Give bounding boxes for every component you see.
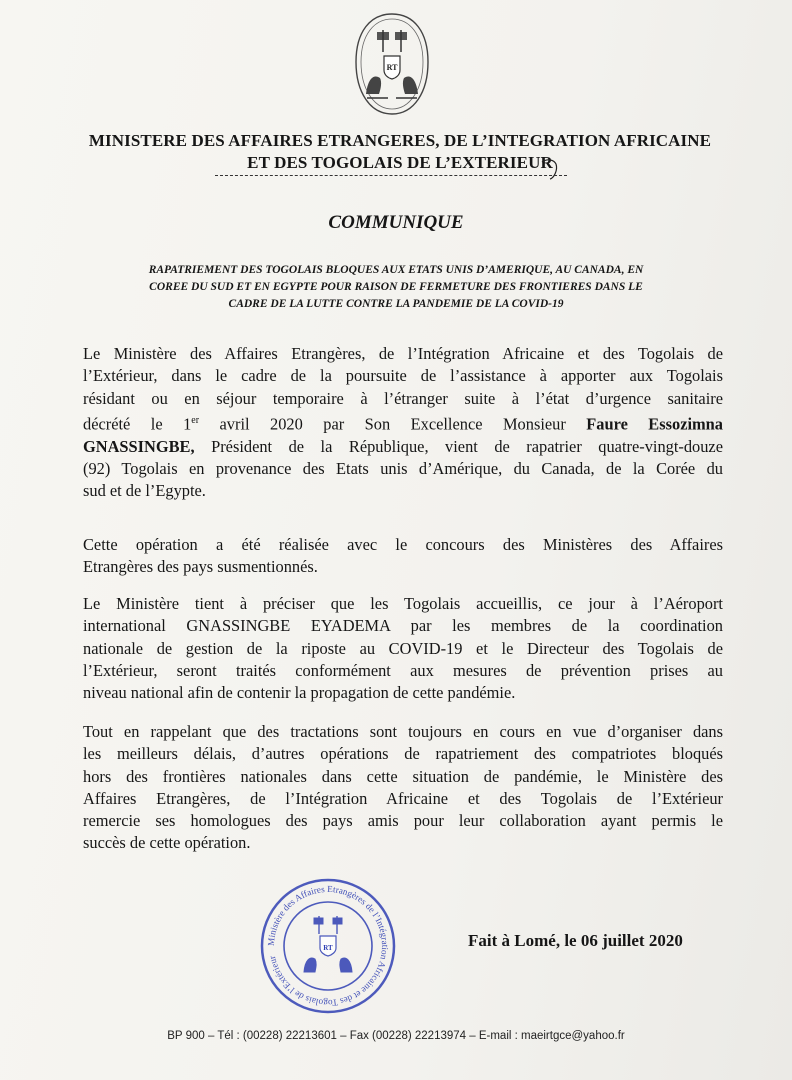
paragraph-line: nationale de gestion de la riposte au COVID-19 et le Directeur des Togolais de [83,638,723,658]
paragraph-line: les meilleurs délais, d’autres opérations de rapatriement des compatriotes bloqués [83,744,723,764]
subject-heading [90,262,702,313]
paragraph-line: l’Extérieur, dans le cadre de la poursuite de l’assistance à apporter aux Togolais [83,366,723,386]
paragraph-line: succès de cette opération. [83,833,251,853]
paragraph-line: international GNASSINGBE EYADEMA par les membres de la coordination [83,616,723,636]
superscript: er [191,414,200,426]
paragraph-line: l’Extérieur, seront traités conformément aux mesures de prévention prises au [83,660,723,680]
subject-line-2: COREE DU SUD ET EN EGYPTE POUR RAISON DE FERMETURE DES FRONTIERES DANS LE [149,281,643,293]
coat-of-arms-emblem [352,12,432,117]
president-surname: GNASSINGBE, [83,436,195,456]
text-run: Président de la République, vient de rapatrier quatre-vingt-douze [194,436,723,456]
paragraph-line: Cette opération a été réalisée avec le concours des Ministères des Affaires [83,535,723,554]
place-and-date: Fait à Lomé, le 06 juillet 2020 [468,931,683,950]
president-name: Faure Essozimna [586,414,723,434]
paragraph-line [83,410,723,436]
text-run: décrété le 1 [83,414,192,434]
paragraph-line: Le Ministère des Affaires Etrangères, de l’Intégration Africaine et des Togolais de [83,344,723,363]
text-run: avril 2020 par Son Excellence Monsieur [199,414,587,434]
ministry-header [60,130,740,174]
stamp-monogram: RT [323,944,333,952]
pen-flourish [540,152,570,182]
paragraph-4 [83,721,723,855]
stamp-ring-textpath: Ministère des Affaires Etrangères de l’Intégration Africaine et des Togolais de l’Extérieur [265,883,391,1009]
ministry-line-1: MINISTERE DES AFFAIRES ETRANGERES, DE L’INTEGRATION AFRICAINE [88,131,712,150]
emblem-monogram: RT [386,63,398,72]
subject-line-1: RAPATRIEMENT DES TOGOLAIS BLOQUES AUX ETATS UNIS D’AMERIQUE, AU CANADA, EN [148,264,644,276]
paragraph-1 [83,343,723,503]
ministry-line-2: ET DES TOGOLAIS DE L’EXTERIEUR [247,153,553,172]
official-stamp [258,876,398,1016]
paragraph-line: résidant ou en séjour temporaire à l’étranger suite à l’état d’urgence sanitaire [83,388,723,408]
paragraph-line: Tout en rappelant que des tractations sont toujours en cours en vue d’organiser dans [83,722,723,741]
subject-line-3: CADRE DE LA LUTTE CONTRE LA PANDEMIE DE LA COVID-19 [228,298,564,310]
paragraph-line: sud et de l’Egypte. [83,481,206,501]
paragraph-3 [83,593,723,704]
header-divider [215,175,567,176]
document-title: COMMUNIQUE [328,212,464,233]
paragraph-line: Le Ministère tient à préciser que les Togolais accueillis, ce jour à l’Aéroport [83,594,723,613]
paragraph-line: (92) Togolais en provenance des Etats unis d’Amérique, du Canada, de la Corée du [83,458,723,478]
paragraph-line: hors des frontières nationales dans cette situation de pandémie, le Ministère des [83,766,723,786]
footer-contact: BP 900 – Tél : (00228) 22213601 – Fax (00228) 22213974 – E-mail : maeirtgce@yahoo.fr [167,1030,625,1042]
paragraph-line [83,436,723,458]
paragraph-2 [83,534,723,579]
paragraph-line: Affaires Etrangères, de l’Intégration Africaine et des Togolais de l’Extérieur [83,788,723,808]
paragraph-line: niveau national afin de contenir la propagation de cette pandémie. [83,683,516,703]
paragraph-line: Etrangères des pays susmentionnés. [83,557,318,577]
paragraph-line: remercie ses homologues des pays amis pour leur collaboration ayant permis le [83,811,723,831]
